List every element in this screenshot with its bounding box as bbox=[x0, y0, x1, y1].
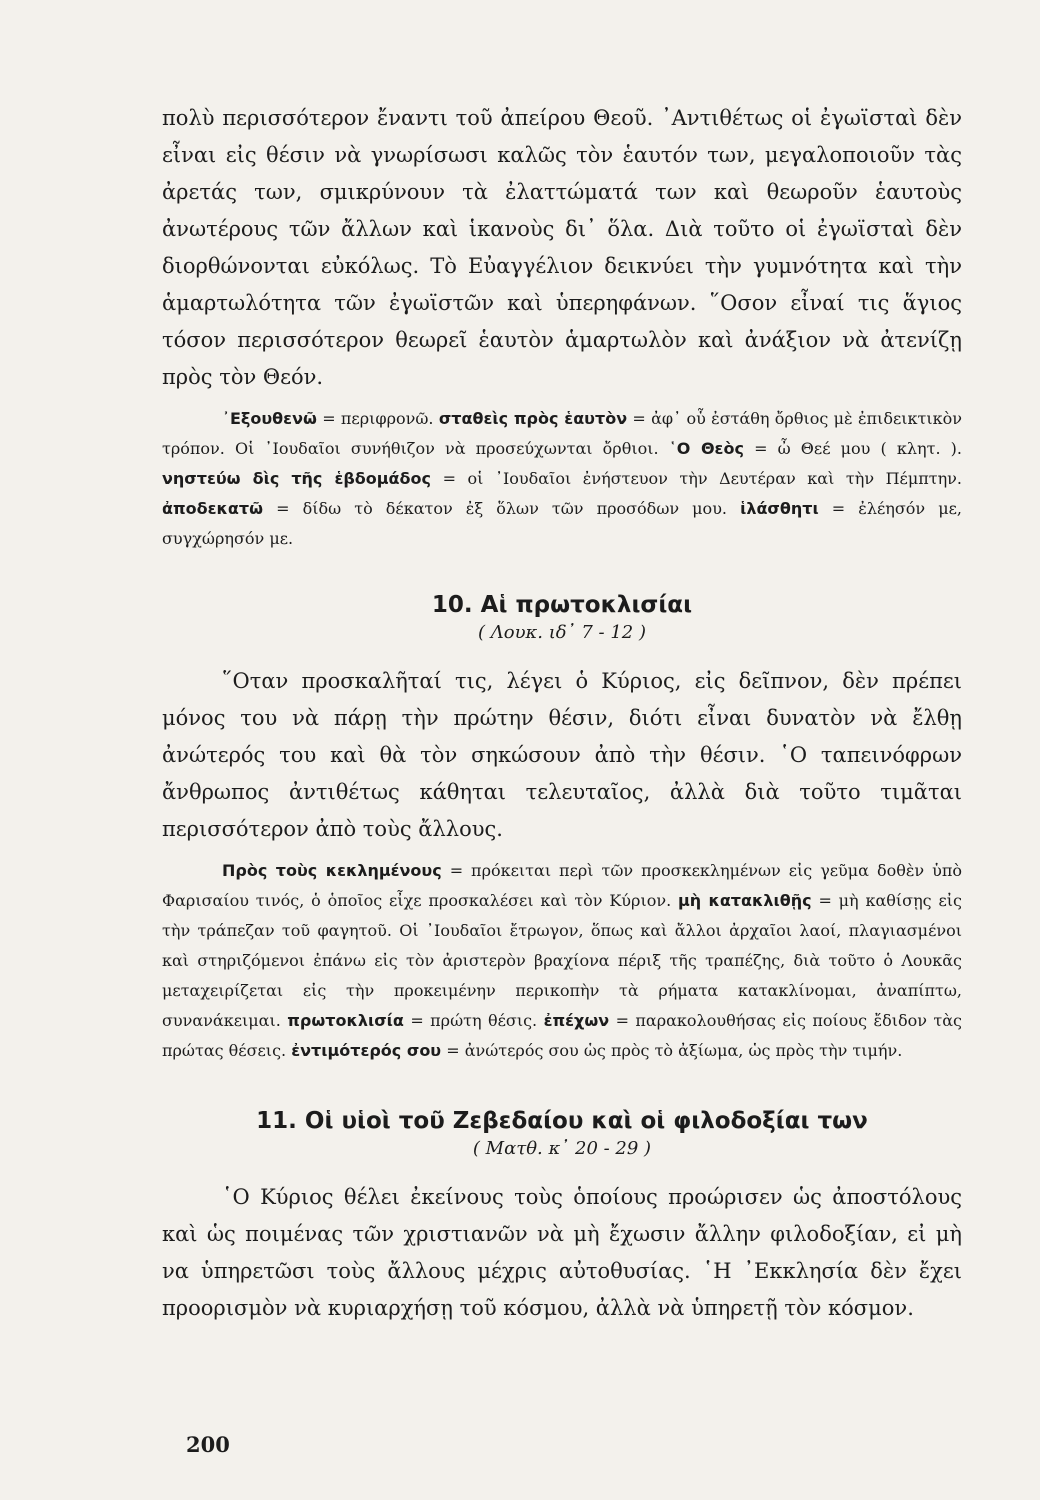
section-10-title: 10. Αἱ πρωτοκλισίαι bbox=[431, 592, 693, 618]
gloss-definition: = ἀφ᾽ οὗ ἐστάθη ὄρθιος μὲ ἐπιδεικτικὸν τρόπον. Οἱ ᾽Ιουδαῖοι συνήθιζον νὰ προσεύχωνται ὄρθιοι. bbox=[162, 409, 963, 458]
gloss-definition: = παρακολουθήσας εἰς ποίους ἔδιδον τὰς πρώτας θέσεις. bbox=[162, 1011, 963, 1060]
gloss-definition: = πρόκειται περὶ τῶν προσκεκλημένων εἰς γεῦμα δοθὲν ὑπὸ Φαρισαίου τινός, ὁ ὁποῖος εἶχε προσκαλέσει καὶ τὸν Κύριον. bbox=[162, 861, 962, 910]
gloss-term: ἐντιμότερός σου bbox=[291, 1041, 442, 1060]
gloss-term: ῾Ο Θεὸς bbox=[668, 439, 744, 458]
gloss-definition: = ὦ Θεέ μου ( κλητ. ). bbox=[754, 439, 963, 458]
gloss-definition: = ἐλέησόν με, συγχώρησόν με. bbox=[162, 499, 962, 548]
page-number: 200 bbox=[186, 1432, 230, 1457]
gloss-section-10 bbox=[162, 856, 962, 1066]
section-10-body: ῞Οταν προσκαλῆταί τις, λέγει ὁ Κύριος, εἰς δεῖπνον, δὲν πρέπει μόνος του νὰ πάρῃ τὴν πρώτην θέσιν, διότι εἶναι δυνατὸν νὰ ἔλθῃ ἀνώτερός του καὶ θὰ τὸν σηκώσουν ἀπὸ τὴν θέσιν. ῾Ο ταπεινόφρων ἄνθρωπος ἀντιθέτως κάθηται τελευταῖος, ἀλλὰ διὰ τοῦτο τιμᾶται περισσότερον ἀπὸ τοὺς ἄλλους. bbox=[162, 669, 962, 841]
gloss-term: σταθεὶς πρὸς ἑαυτὸν bbox=[438, 409, 628, 428]
continuation-paragraph: πολὺ περισσότερον ἔναντι τοῦ ἀπείρου Θεοῦ. ᾽Αντιθέτως οἱ ἐγωϊσταὶ δὲν εἶναι εἰς θέσιν νὰ γνωρίσωσι καλῶς τὸν ἑαυτόν των, μεγαλοποιοῦν τὰς ἀρετάς των, σμικρύνουν τὰ ἐλαττώματά των καὶ θεωροῦν ἑαυτοὺς ἀνωτέρους τῶν ἄλλων καὶ ἱκανοὺς δι᾽ ὅλα. Διὰ τοῦτο οἱ ἐγωϊσταὶ δὲν διορθώνονται εὐκόλως. Τὸ Εὐαγγέλιον δεικνύει τὴν γυμνότητα καὶ τὴν ἁμαρτωλότητα τῶν ἐγωϊστῶν καὶ ὑπερηφάνων. ῞Οσον εἶναί τις ἅγιος τόσον περισσότερον θεωρεῖ ἑαυτὸν ἁμαρτωλὸν καὶ ἀνάξιον νὰ ἀτενίζῃ πρὸς τὸν Θεόν. bbox=[162, 106, 962, 389]
gloss-definition: = οἱ ᾽Ιουδαῖοι ἐνήστευον τὴν Δευτέραν καὶ τὴν Πέμπτην. bbox=[442, 469, 962, 488]
section-11-title: 11. Οἱ υἱοὶ τοῦ Ζεβεδαίου καὶ οἱ φιλοδοξίαι των bbox=[256, 1108, 868, 1134]
gloss-term: μὴ κατακλιθῇς bbox=[677, 891, 812, 910]
gloss-definition: = πρώτη θέσις. bbox=[410, 1011, 544, 1030]
gloss-definition: = μὴ καθίσῃς εἰς τὴν τράπεζαν τοῦ φαγητοῦ. Οἱ ᾽Ιουδαῖοι ἔτρωγον, ὅπως καὶ ἄλλοι ἀρχαῖοι λαοί, πλαγιασμένοι καὶ στηριζόμενοι ἐπάνω εἰς τὸν ἀριστερὸν βραχίονα πέριξ τῆς τραπέζης, διὰ τοῦτο ὁ Λουκᾶς μεταχειρίζεται εἰς τὴν προκειμένην περικοπὴν τὰ ρήματα κατακλίνομαι, ἀναπίπτω, συνανάκειμαι. bbox=[162, 891, 962, 1030]
page-content bbox=[162, 100, 962, 1327]
gloss-term: πρωτοκλισία bbox=[287, 1011, 404, 1030]
gloss-definition: = ἀνώτερός σου ὡς πρὸς τὸ ἀξίωμα, ὡς πρὸς τὴν τιμήν. bbox=[446, 1041, 903, 1060]
section-11-reference: ( Ματθ. κ᾽ 20 - 29 ) bbox=[472, 1138, 652, 1159]
gloss-term: ᾽Εξουθενῶ bbox=[222, 409, 317, 428]
section-10-reference: ( Λουκ. ιδ᾽ 7 - 12 ) bbox=[477, 622, 646, 643]
section-11-body: ῾Ο Κύριος θέλει ἐκείνους τοὺς ὁποίους προώρισεν ὡς ἀποστόλους καὶ ὡς ποιμένας τῶν χριστιανῶν νὰ μὴ ἔχωσιν ἄλλην φιλοδοξίαν, εἰ μὴ να ὑπηρετῶσι τοὺς ἄλλους μέχρις αὐτοθυσίας. ῾Η ᾽Εκκλησία δὲν ἔχει προορισμὸν νὰ κυριαρχήσῃ τοῦ κόσμου, ἀλλὰ νὰ ὑπηρετῇ τὸν κόσμον. bbox=[162, 1185, 962, 1320]
gloss-term: ἱλάσθητι bbox=[740, 499, 819, 518]
gloss-term: Πρὸς τοὺς κεκλημένους bbox=[222, 861, 442, 880]
gloss-term: νηστεύω δὶς τῆς ἑβδομάδος bbox=[162, 469, 432, 488]
gloss-term: ἀποδεκατῶ bbox=[162, 499, 264, 518]
gloss-definition: = περιφρονῶ. bbox=[322, 409, 439, 428]
gloss-term: ἐπέχων bbox=[543, 1011, 610, 1030]
gloss-definition: = δίδω τὸ δέκατον ἐξ ὅλων τῶν προσόδων μου. bbox=[276, 499, 741, 518]
gloss-section-9 bbox=[162, 404, 962, 554]
